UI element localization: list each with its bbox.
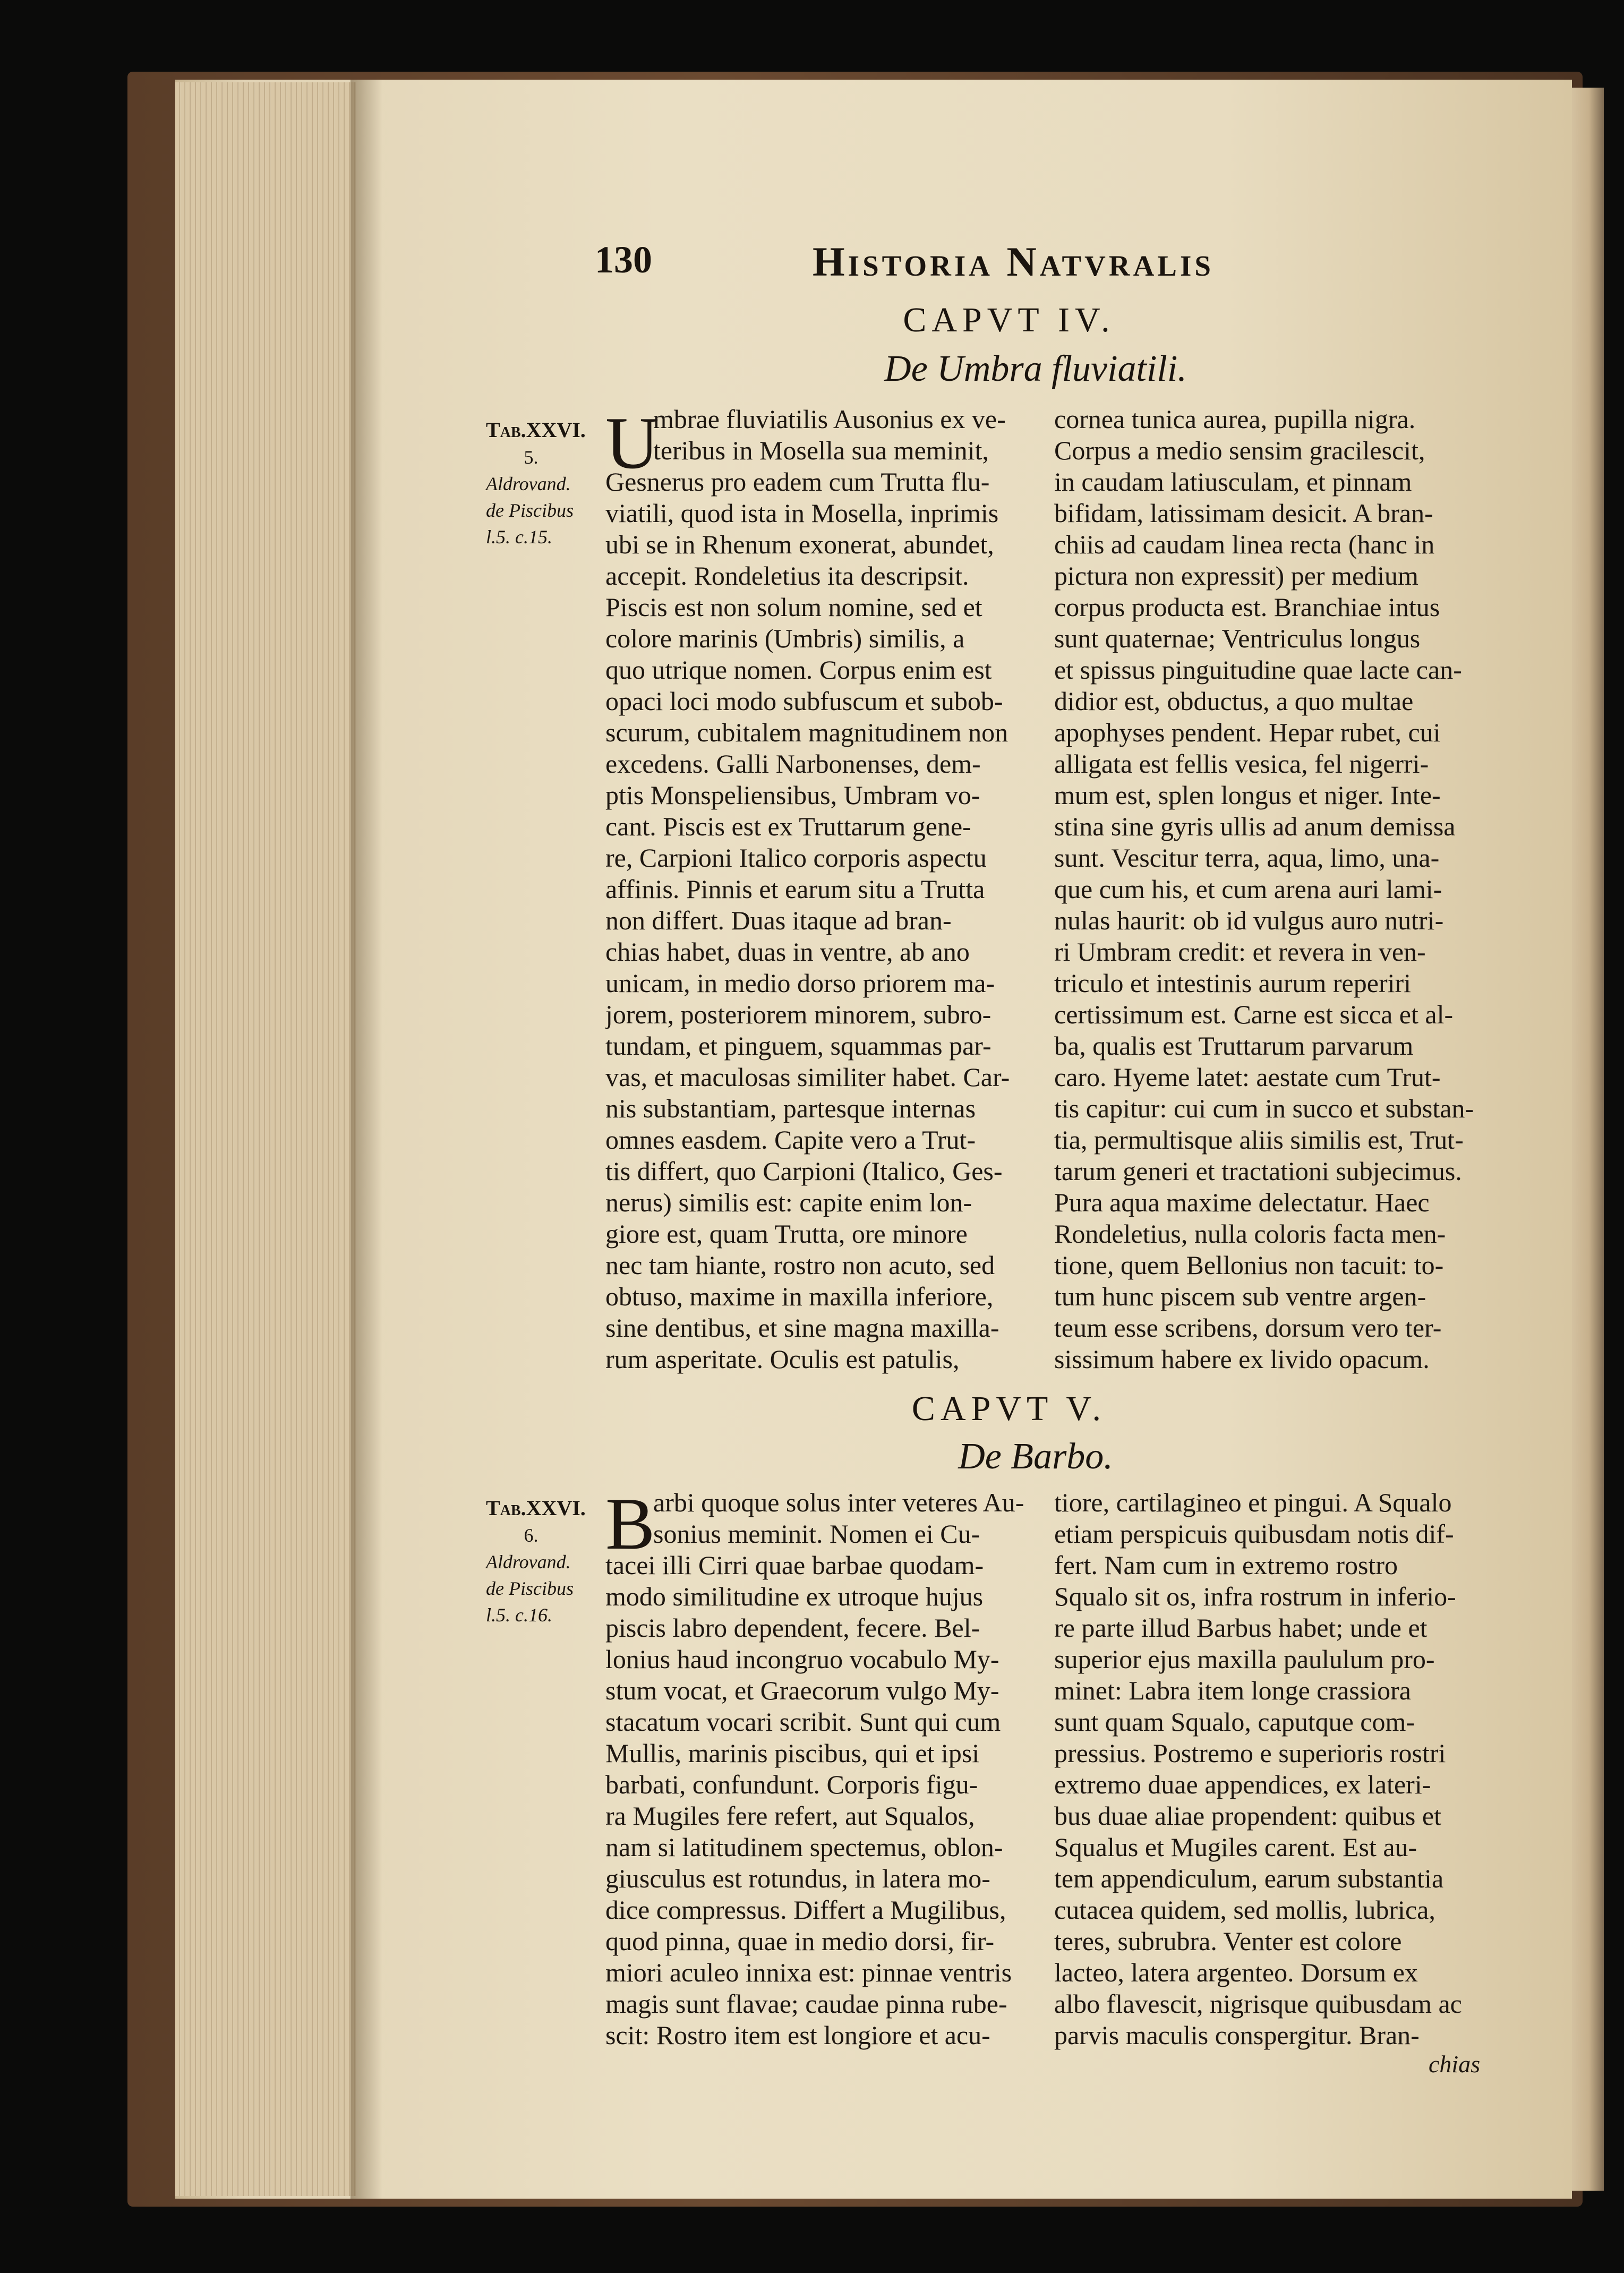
chapter-5-margin-note	[486, 1495, 592, 1628]
text-line: sunt quam Squalo, caputque com-	[1054, 1707, 1415, 1737]
text-line: teribus in Mosella sua meminit,	[653, 435, 989, 465]
text-line: nerus) similis est: capite enim lon-	[605, 1187, 972, 1217]
text-line: affinis. Pinnis et earum situ a Trutta	[605, 874, 985, 904]
text-line: minet: Labra item longe crassiora	[1054, 1676, 1411, 1705]
text-line: mum est, splen longus et niger. Inte-	[1054, 780, 1441, 810]
chapter-4-margin-note	[486, 417, 592, 550]
text-line: mbrae fluviatilis Ausonius ex ve-	[653, 404, 1006, 434]
page-number: 130	[595, 238, 652, 281]
text-line: extremo duae appendices, ex lateri-	[1054, 1770, 1431, 1799]
chapter-5-subtitle: De Barbo.	[958, 1436, 1113, 1477]
text-line: rum asperitate. Oculis est patulis,	[605, 1344, 960, 1374]
text-line: nulas haurit: ob id vulgus auro nutri-	[1054, 905, 1444, 935]
text-line: bus duae aliae propendent: quibus et	[1054, 1801, 1441, 1831]
text-line: pictura non expressit) per medium	[1054, 561, 1418, 591]
text-line: sunt quaternae; Ventriculus longus	[1054, 623, 1421, 653]
text-line: ptis Monspeliensibus, Umbram vo-	[605, 780, 980, 810]
margin-tab-ref: Tab.XXVI.	[486, 1496, 586, 1520]
catchword: chias	[1429, 2050, 1481, 2078]
text-line: caro. Hyeme latet: aestate cum Trut-	[1054, 1062, 1441, 1092]
text-line: arbi quoque solus inter veteres Au-	[653, 1488, 1024, 1517]
text-line: tis capitur: cui cum in succo et substan-	[1054, 1093, 1474, 1123]
text-line: lacteo, latera argenteo. Dorsum ex	[1054, 1958, 1418, 1987]
text-line: tundam, et pinguem, squammas par-	[605, 1031, 992, 1061]
text-line: sunt. Vescitur terra, aqua, limo, una-	[1054, 843, 1440, 873]
drop-cap: B	[605, 1483, 655, 1565]
text-line: stacatum vocari scribit. Sunt qui cum	[605, 1707, 1001, 1737]
chapter-4-column-1	[605, 404, 1041, 1375]
text-line: cornea tunica aurea, pupilla nigra.	[1054, 404, 1416, 434]
text-line: teum esse scribens, dorsum vero ter-	[1054, 1313, 1442, 1343]
text-line: Gesnerus pro eadem cum Trutta flu-	[605, 467, 990, 497]
text-line: non differt. Duas itaque ad bran-	[605, 905, 952, 935]
page-edges	[175, 82, 356, 2196]
margin-source: de Piscibus	[486, 1578, 574, 1599]
chapter-4-heading: CAPVT IV.	[903, 301, 1115, 339]
facing-page-edge	[1567, 88, 1604, 2191]
text-line: didior est, obductus, a quo multae	[1054, 686, 1414, 716]
text-line: scit: Rostro item est longiore et acu-	[605, 2020, 990, 2050]
text-line: tum hunc piscem sub ventre argen-	[1054, 1281, 1426, 1311]
text-line: obtuso, maxime in maxilla inferiore,	[605, 1281, 994, 1311]
text-line: re parte illud Barbus habet; unde et	[1054, 1613, 1428, 1643]
margin-source: Aldrovand.	[486, 473, 571, 494]
chapter-4-column-2	[1054, 404, 1495, 1375]
text-line: ri Umbram credit: et revera in ven-	[1054, 937, 1426, 967]
text-line: modo similitudine ex utroque hujus	[605, 1582, 984, 1611]
text-line: opaci loci modo subfuscum et subob-	[605, 686, 1003, 716]
text-line: Squalo sit os, infra rostrum in inferio-	[1054, 1582, 1456, 1611]
text-line: tem appendiculum, earum substantia	[1054, 1864, 1444, 1893]
text-line: magis sunt flavae; caudae pinna rube-	[605, 1989, 1007, 2019]
text-line: ra Mugiles fere refert, aut Squalos,	[605, 1801, 975, 1831]
text-line: chiis ad caudam linea recta (hanc in	[1054, 529, 1435, 559]
text-line: sonius meminit. Nomen ei Cu-	[653, 1519, 980, 1549]
text-line: quo utrique nomen. Corpus enim est	[605, 655, 992, 685]
text-line: nam si latitudinem spectemus, oblon-	[605, 1832, 1003, 1862]
drop-cap: U	[605, 402, 660, 484]
chapter-5-column-1	[605, 1483, 1041, 2051]
text-line: cutacea quidem, sed mollis, lubrica,	[1054, 1895, 1435, 1925]
text-line: miori aculeo innixa est: pinnae ventris	[605, 1958, 1012, 1987]
text-line: teres, subrubra. Venter est colore	[1054, 1926, 1402, 1956]
text-line: tione, quem Bellonius non tacuit: to-	[1054, 1250, 1444, 1280]
text-line: giore est, quam Trutta, ore minore	[605, 1219, 968, 1249]
text-line: piscis labro dependent, fecere. Bel-	[605, 1613, 980, 1643]
text-line: stum vocat, et Graecorum vulgo My-	[605, 1676, 999, 1705]
margin-tab-ref: Tab.XXVI.	[486, 418, 586, 442]
text-line: superior ejus maxilla paululum pro-	[1054, 1644, 1435, 1674]
text-line: nec tam hiante, rostro non acuto, sed	[605, 1250, 995, 1280]
text-line: unicam, in medio dorso priorem ma-	[605, 968, 995, 998]
margin-source: l.5. c.16.	[486, 1604, 552, 1626]
text-line: Pura aqua maxime delectatur. Haec	[1054, 1187, 1430, 1217]
margin-source: Aldrovand.	[486, 1551, 571, 1573]
text-line: tia, permultisque aliis similis est, Trut-	[1054, 1125, 1464, 1155]
text-line: accepit. Rondeletius ita descripsit.	[605, 561, 969, 591]
text-line: fert. Nam cum in extremo rostro	[1054, 1550, 1398, 1580]
running-title: Historia Natvralis	[813, 238, 1214, 285]
chapter-5-heading: CAPVT V.	[911, 1389, 1107, 1428]
text-line: Piscis est non solum nomine, sed et	[605, 592, 982, 622]
text-line: etiam perspicuis quibusdam notis dif-	[1054, 1519, 1454, 1549]
text-line: barbati, confundunt. Corporis figu-	[605, 1770, 978, 1799]
text-line: jorem, posteriorem minorem, subro-	[605, 999, 992, 1029]
text-line: re, Carpioni Italico corporis aspectu	[605, 843, 987, 873]
text-line: dice compressus. Differt a Mugilibus,	[605, 1895, 1006, 1925]
text-line: tacei illi Cirri quae barbae quodam-	[605, 1550, 984, 1580]
text-line: pressius. Postremo e superioris rostri	[1054, 1738, 1446, 1768]
margin-tab-number: 5.	[524, 447, 539, 468]
text-line: parvis maculis conspergitur. Bran-	[1054, 2020, 1420, 2050]
text-line: omnes easdem. Capite vero a Trut-	[605, 1125, 976, 1155]
text-line: Squalus et Mugiles carent. Est au-	[1054, 1832, 1417, 1862]
chapter-5-column-2	[1054, 1487, 1495, 2051]
text-line: albo flavescit, nigrisque quibusdam ac	[1054, 1989, 1462, 2019]
text-line: sissimum habere ex livido opacum.	[1054, 1344, 1430, 1374]
margin-tab-number: 6.	[524, 1525, 539, 1546]
text-line: tarum generi et tractationi subjecimus.	[1054, 1156, 1462, 1186]
text-line: chias habet, duas in ventre, ab ano	[605, 937, 970, 967]
text-line: viatili, quod ista in Mosella, inprimis	[605, 498, 999, 528]
text-line: tis differt, quo Carpioni (Italico, Ges-	[605, 1156, 1003, 1186]
text-line: ubi se in Rhenum exonerat, abundet,	[605, 529, 994, 559]
text-line: colore marinis (Umbris) similis, a	[605, 623, 965, 653]
text-line: nis substantiam, partesque internas	[605, 1093, 976, 1123]
gutter-shadow	[351, 80, 382, 2199]
text-line: bifidam, latissimam desicit. A bran-	[1054, 498, 1433, 528]
text-line: vas, et maculosas similiter habet. Car-	[605, 1062, 1010, 1092]
text-line: cant. Piscis est ex Truttarum gene-	[605, 811, 971, 841]
text-line: tiore, cartilagineo et pingui. A Squalo	[1054, 1488, 1452, 1517]
text-line: et spissus pinguitudine quae lacte can-	[1054, 655, 1462, 685]
text-line: in caudam latiusculam, et pinnam	[1054, 467, 1412, 497]
text-line: lonius haud incongruo vocabulo My-	[605, 1644, 999, 1674]
chapter-4-subtitle: De Umbra fluviatili.	[884, 348, 1187, 389]
text-line: alligata est fellis vesica, fel nigerri-	[1054, 749, 1429, 779]
text-line: sine dentibus, et sine magna maxilla-	[605, 1313, 999, 1343]
text-line: apophyses pendent. Hepar rubet, cui	[1054, 717, 1441, 747]
text-line: certissimum est. Carne est sicca et al-	[1054, 999, 1454, 1029]
text-line: que cum his, et cum arena auri lami-	[1054, 874, 1442, 904]
page-header	[595, 238, 1285, 286]
text-line: giusculus est rotundus, in latera mo-	[605, 1864, 990, 1893]
text-line: excedens. Galli Narbonenses, dem-	[605, 749, 981, 779]
text-line: Mullis, marinis piscibus, qui et ipsi	[605, 1738, 980, 1768]
text-line: corpus producta est. Branchiae intus	[1054, 592, 1440, 622]
text-line: quod pinna, quae in medio dorsi, fir-	[605, 1926, 995, 1956]
margin-source: de Piscibus	[486, 500, 574, 521]
text-line: stina sine gyris ullis ad anum demissa	[1054, 811, 1456, 841]
text-line: scurum, cubitalem magnitudinem non	[605, 717, 1008, 747]
margin-source: l.5. c.15.	[486, 526, 552, 548]
text-line: ba, qualis est Truttarum parvarum	[1054, 1031, 1414, 1061]
text-line: Rondeletius, nulla coloris facta men-	[1054, 1219, 1446, 1249]
text-line: Corpus a medio sensim gracilescit,	[1054, 435, 1425, 465]
text-line: triculo et intestinis aurum reperiri	[1054, 968, 1412, 998]
